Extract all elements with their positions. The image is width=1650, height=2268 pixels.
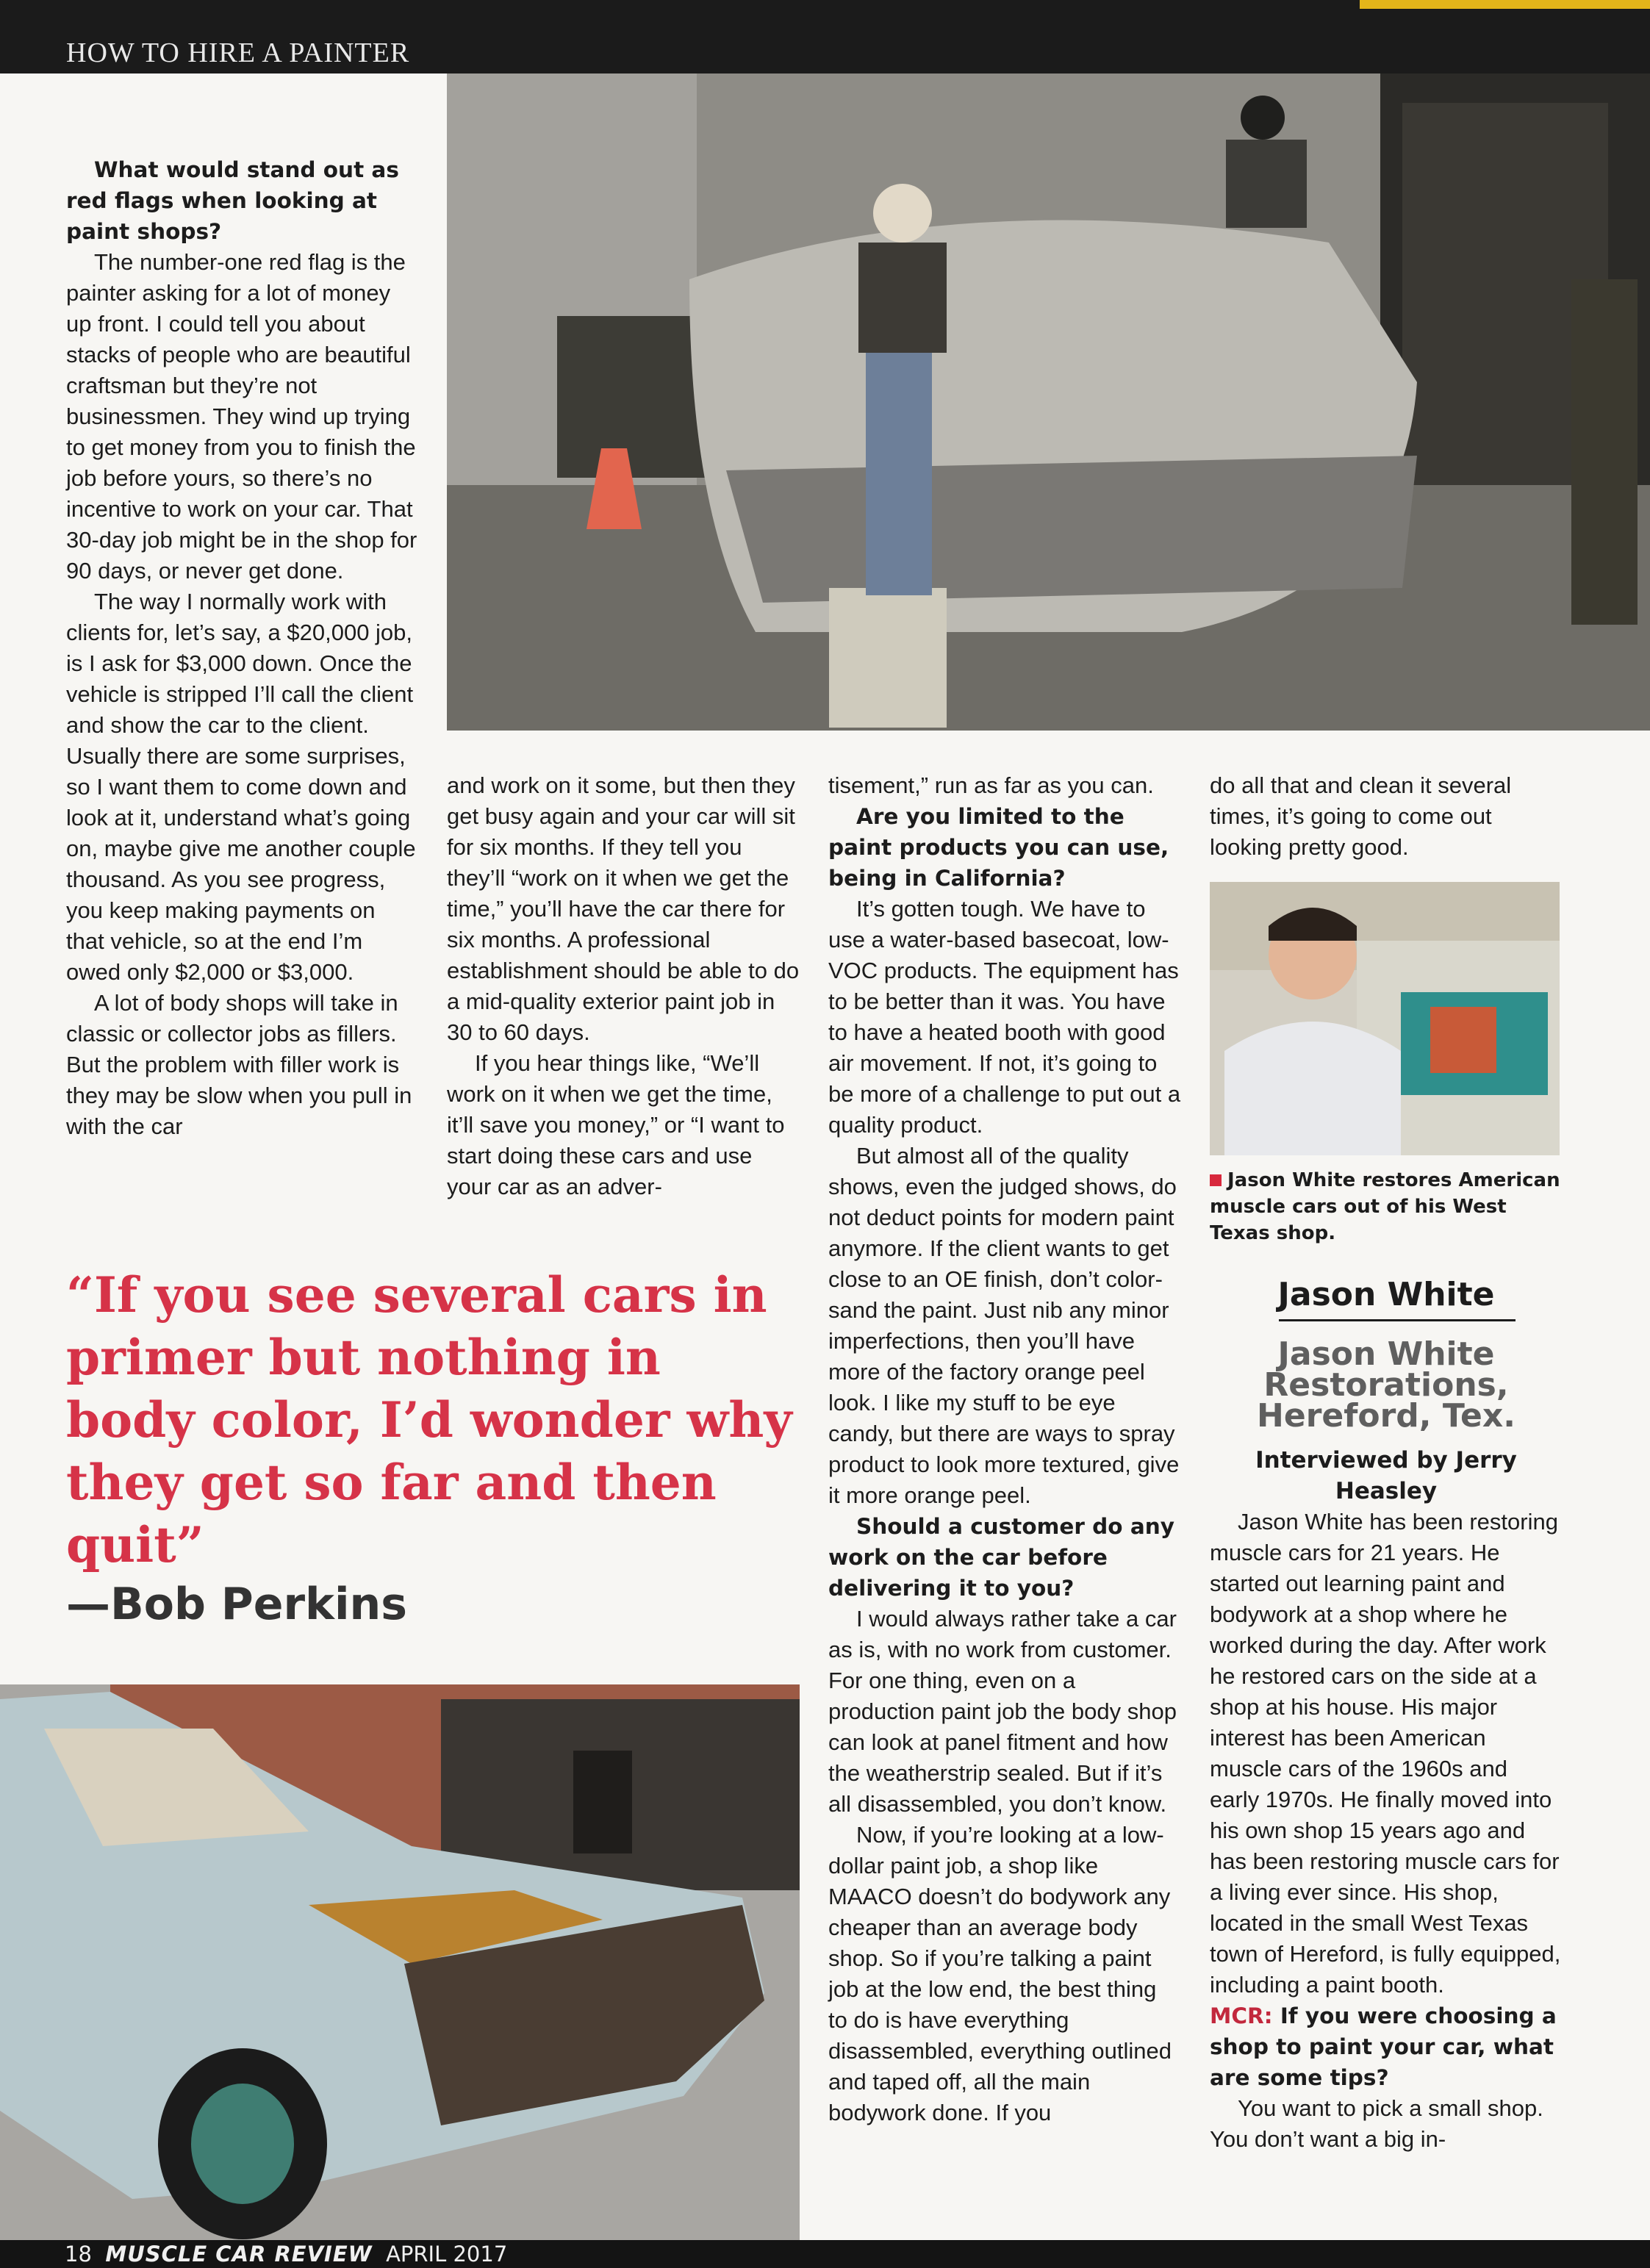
- question-heading: Should a customer do any work on the car before delivering it to you?: [828, 1514, 1174, 1601]
- profile-interviewer: Interviewed by Jerry Heasley: [1255, 1447, 1517, 1504]
- caption-text: Jason White restores American muscle cars out of his West Texas shop.: [1210, 1169, 1560, 1244]
- paragraph: do all that and clean it several times, it’s going to come out looking pretty good.: [1210, 772, 1512, 860]
- photo-car-in-paint-booth: [447, 73, 1650, 731]
- paragraph: You want to pick a small shop. You don’t want a big in-: [1210, 2095, 1543, 2152]
- caption-marker: [1210, 1174, 1222, 1186]
- paragraph: The way I normally work with clients for, let’s say, a $20,000 job, is I ask for $3,000 down. Once the vehicle is stripped I’ll call the client and show the car to the client. Usually there are some surprises, so I want them to come down and look at it, understand what’s going on, maybe give me another couple thousand. As you see progress, you keep making payments on that vehicle, so at the end I’m owed only $2,000 or $3,000.: [66, 589, 416, 985]
- question-text: If you were choosing a shop to paint your car, what are some tips?: [1210, 2003, 1557, 2090]
- paragraph: I would always rather take a car as is, with no work from customer. For one thing, even on a production paint job the body shop can look at panel fitment and how the weatherstrip sealed. But if it’s all disassembled, you don’t know.: [828, 1606, 1177, 1817]
- profile-bio-column: [1210, 1507, 1563, 2155]
- profile-divider: [1279, 1319, 1516, 1321]
- section-label: HOW TO HIRE A PAINTER: [66, 37, 410, 68]
- pull-quote: “If you see several cars in primer but nothing in body color, I’d wonder why they get so far and then quit”: [66, 1266, 792, 1573]
- profile-name: Jason White: [1277, 1276, 1495, 1313]
- pull-quote-attribution: —Bob Perkins: [66, 1579, 407, 1630]
- issue-date: APRIL 2017: [386, 2242, 508, 2267]
- photo-caption: [1210, 1167, 1563, 1246]
- page-number: 18: [65, 2242, 92, 2267]
- footer: [65, 2242, 507, 2267]
- paragraph: But almost all of the quality shows, even the judged shows, do not deduct points for modern paint anymore. If the client wants to get close to an OE finish, don’t color-sand the paint. Just nib any minor imperfections, then you’ll have more of the factory orange peel look. I like my stuff to be eye candy, but there are ways to spray product to look more textured, give it more orange peel.: [828, 1143, 1180, 1508]
- paragraph: If you hear things like, “We’ll work on it when we get the time, it’ll save you money,” or “I want to start doing these cars and use your car as an adver-: [447, 1050, 785, 1199]
- paragraph: The number-one red flag is the painter asking for a lot of money up front. I could tell you about stacks of people who are beautiful craftsman but they’re not businessmen. They wind up trying to get money from you to finish the job before yours, so there’s no incentive to work on your car. That 30-day job might be in the shop for 90 days, or never get done.: [66, 249, 417, 584]
- question-heading: What would stand out as red flags when looking at paint shops?: [66, 157, 399, 244]
- paragraph: tisement,” run as far as you can.: [828, 772, 1154, 798]
- mcr-label: MCR:: [1210, 2003, 1273, 2028]
- article-column-4: [1210, 770, 1563, 863]
- paragraph: It’s gotten tough. We have to use a water-based basecoat, low-VOC products. The equipment has to be better than it was. You have to have a heated booth with good air movement. If not, it’s going to be more of a challenge to put out a quality product.: [828, 896, 1181, 1138]
- paragraph: and work on it some, but then they get busy again and your car will sit for six months. If they tell you they’ll “work on it when we get the time,” you’ll have the car there for six months. A professional establishment should be able to do a mid-quality exterior paint job in 30 to 60 days.: [447, 772, 800, 1045]
- magazine-name: MUSCLE CAR REVIEW: [105, 2242, 373, 2267]
- paragraph: Now, if you’re looking at a low-dollar paint job, a shop like MAACO doesn’t do bodywork any cheaper than an average body shop. So if you’re talking a paint job at the low end, the best thing to do is have everything disassembled, everything outlined and taped off, all the main bodywork done. If you: [828, 1822, 1172, 2125]
- photo-car-in-primer: [0, 1684, 800, 2240]
- profile-bio: Jason White has been restoring muscle cars for 21 years. He started out learning paint and bodywork at a shop where he worked during the day. After work he restored cars on the side at a shop at his house. His major interest has been American muscle cars of the 1960s and early 1970s. He finally moved into his own shop 15 years ago and has been restoring muscle cars for a living ever since. His shop, located in the small West Texas town of Hereford, is fully equipped, including a paint booth.: [1210, 1509, 1561, 1998]
- question-heading: [1210, 2000, 1563, 2093]
- article-column-2: [447, 770, 800, 1202]
- photo-jason-white-portrait: [1210, 882, 1560, 1155]
- profile-shop: Jason White Restorations, Hereford, Tex.: [1257, 1335, 1516, 1435]
- header-accent-stripe: [1360, 0, 1650, 9]
- question-heading: Are you limited to the paint products you can use, being in California?: [828, 804, 1169, 891]
- article-column-1: [66, 154, 419, 1142]
- article-column-3: [828, 770, 1181, 2128]
- paragraph: A lot of body shops will take in classic or collector jobs as fillers. But the problem with filler work is they may be slow when you pull in with the car: [66, 990, 412, 1139]
